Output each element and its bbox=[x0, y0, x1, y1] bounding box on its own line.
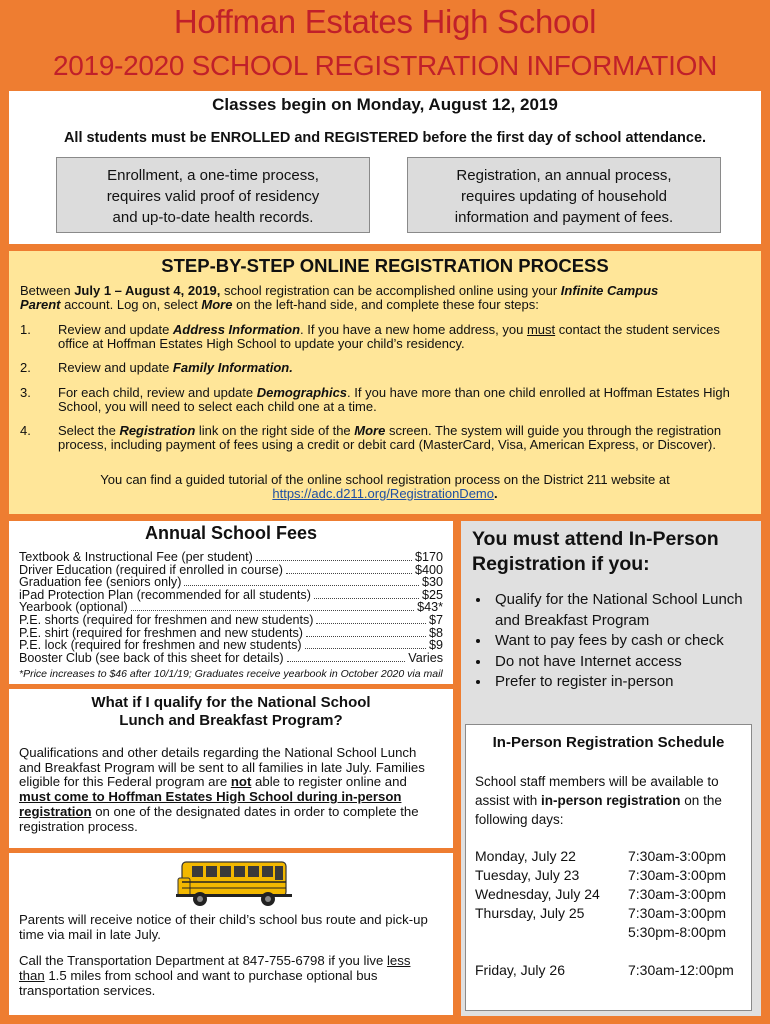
inperson-list bbox=[461, 590, 751, 693]
bus-notice-text: Parents will receive notice of their child’s school bus route and pick-up time via mail in late July. bbox=[19, 912, 428, 942]
fee-row bbox=[19, 639, 443, 652]
fee-row bbox=[19, 614, 443, 627]
school-title: Hoffman Estates High School bbox=[173, 3, 597, 40]
steps-heading: STEP-BY-STEP ONLINE REGISTRATION PROCESS bbox=[161, 255, 609, 276]
fee-label: iPad Protection Plan (recommended for all students) bbox=[19, 587, 311, 602]
bus-call-text: Call the Transportation Department at 847-755-6798 if you live less than 1.5 miles from school and want to purchase optional bus transportation services. bbox=[19, 953, 411, 998]
fee-amount: $43* bbox=[417, 600, 443, 615]
schedule-day bbox=[475, 942, 628, 961]
step-4: 4. Select the Registration link on the right side of the More screen. The system will guide you through the registration process, including payment of fees using a credit or debit card (MasterCard, Visa, American Express, or Discover). bbox=[20, 423, 722, 452]
schedule-title: In-Person Registration Schedule bbox=[492, 734, 725, 751]
schedule-row bbox=[475, 904, 734, 923]
schedule-row bbox=[475, 942, 734, 961]
fee-row bbox=[19, 652, 443, 665]
enrollment-box bbox=[56, 157, 370, 233]
schedule-time bbox=[628, 942, 734, 961]
inperson-title: You must attend In-Person Registration if you: bbox=[472, 528, 719, 575]
step-3: 3. For each child, review and update Demographics. If you have more than one child enrolled at Hoffman Estates High School, you will need to select each child one at a time. bbox=[20, 385, 730, 414]
schedule-intro: School staff members will be available to assist with in-person registration on the following days: bbox=[475, 774, 722, 827]
inperson-panel bbox=[461, 521, 761, 1016]
leader-dots bbox=[314, 597, 419, 599]
schedule-day: Friday, July 26 bbox=[475, 962, 565, 978]
fee-label: P.E. lock (required for freshmen and new students) bbox=[19, 638, 302, 653]
fee-amount: $30 bbox=[421, 575, 443, 590]
schedule-day: Wednesday, July 24 bbox=[475, 886, 600, 902]
list-item: • Do not have Internet access bbox=[491, 652, 751, 673]
schedule-row bbox=[475, 866, 734, 885]
schedule-row bbox=[475, 923, 734, 942]
steps-intro: Between July 1 – August 4, 2019, school registration can be accomplished online using your Infinite Campus Parent account. Log on, select More on the left-hand side, and complete these four steps: bbox=[20, 283, 659, 312]
schedule-row bbox=[475, 847, 734, 866]
schedule-row bbox=[475, 961, 734, 980]
enrollment-line: and up-to-date health records. bbox=[112, 209, 314, 226]
steps-panel bbox=[9, 251, 761, 514]
schedule-time: 7:30am-3:00pm bbox=[628, 848, 727, 864]
fee-amount: $170 bbox=[414, 550, 443, 564]
fee-label: Yearbook (optional) bbox=[19, 600, 128, 615]
registration-line: Registration, an annual process, bbox=[456, 167, 672, 184]
intro-panel bbox=[9, 91, 761, 244]
leader-dots bbox=[316, 622, 426, 624]
leader-dots bbox=[131, 609, 414, 611]
fee-amount: $7 bbox=[428, 612, 443, 627]
leader-dots bbox=[256, 559, 412, 561]
schedule-day: Tuesday, July 23 bbox=[475, 867, 580, 883]
classes-begin-text: Classes begin on Monday, August 12, 2019 bbox=[212, 95, 558, 114]
schedule-time: 7:30am-3:00pm bbox=[628, 886, 727, 902]
fee-label: P.E. shirt (required for freshmen and new students) bbox=[19, 625, 303, 640]
list-item: • Prefer to register in-person bbox=[491, 672, 751, 693]
lunch-panel bbox=[9, 689, 453, 848]
schedule-day: Monday, July 22 bbox=[475, 848, 576, 864]
fees-title: Annual School Fees bbox=[144, 523, 318, 543]
school-bus-icon bbox=[176, 856, 292, 908]
enrollment-line: Enrollment, a one-time process, bbox=[107, 167, 319, 184]
fee-label: P.E. shorts (required for freshmen and new students) bbox=[19, 612, 314, 627]
lunch-text: Qualifications and other details regarding the National School Lunch and Breakfast Program will be sent to all families in late July. Families eligible for this Federal program are not able to register online and must come to Hoffman Estates High School during in-person registration on one of the designated dates in order to complete the registration process. bbox=[19, 745, 425, 834]
fee-label: Driver Education (required if enrolled in course) bbox=[19, 562, 283, 577]
registration-box bbox=[407, 157, 721, 233]
schedule-box bbox=[465, 724, 752, 1011]
fee-row bbox=[19, 576, 443, 589]
schedule-time: 7:30am-12:00pm bbox=[628, 962, 734, 978]
registration-line: requires updating of household bbox=[461, 188, 667, 205]
schedule-day: Thursday, July 25 bbox=[475, 905, 585, 921]
registration-demo-link[interactable]: https://adc.d211.org/RegistrationDemo bbox=[272, 486, 494, 501]
step-number: 4. bbox=[20, 423, 31, 438]
fee-amount: Varies bbox=[408, 650, 443, 665]
schedule-time: 7:30am-3:00pm bbox=[628, 905, 727, 921]
leader-dots bbox=[286, 572, 412, 574]
bus-panel bbox=[9, 853, 453, 1015]
fees-footnote: *Price increases to $46 after 10/1/19; Graduates receive yearbook in October 2020 via mail bbox=[19, 668, 443, 680]
fees-panel bbox=[9, 521, 453, 684]
fee-amount: $400 bbox=[414, 562, 443, 577]
step-2: 2. Review and update Family Information. bbox=[20, 360, 293, 375]
list-item: • Want to pay fees by cash or check bbox=[491, 631, 751, 652]
step-number: 2. bbox=[20, 360, 31, 375]
fees-list bbox=[19, 551, 443, 664]
list-item: • Qualify for the National School Lunch and Breakfast Program bbox=[491, 590, 751, 631]
fee-row bbox=[19, 551, 443, 564]
schedule-time: 5:30pm-8:00pm bbox=[628, 924, 727, 940]
fee-amount: $8 bbox=[428, 625, 443, 640]
step-number: 1. bbox=[20, 322, 31, 337]
fee-amount: $9 bbox=[428, 638, 443, 653]
leader-dots bbox=[184, 584, 419, 586]
page-subtitle: 2019-2020 SCHOOL REGISTRATION INFORMATION bbox=[53, 50, 717, 81]
leader-dots bbox=[306, 635, 426, 637]
fee-label: Textbook & Instructional Fee (per student) bbox=[19, 550, 253, 564]
leader-dots bbox=[287, 660, 406, 662]
fee-label: Booster Club (see back of this sheet for details) bbox=[19, 650, 284, 665]
schedule-row bbox=[475, 885, 734, 904]
step-1: 1. Review and update Address Information. If you have a new home address, you must contact the student services office at Hoffman Estates High School to update your child’s residency. bbox=[20, 322, 720, 351]
schedule-time: 7:30am-3:00pm bbox=[628, 867, 727, 883]
schedule-day bbox=[475, 923, 628, 942]
registration-line: information and payment of fees. bbox=[454, 209, 674, 226]
step-number: 3. bbox=[20, 385, 31, 400]
schedule-table bbox=[475, 847, 734, 980]
fee-label: Graduation fee (seniors only) bbox=[19, 575, 182, 590]
leader-dots bbox=[305, 647, 426, 649]
enrollment-line: requires valid proof of residency bbox=[106, 188, 320, 205]
enroll-requirement-text: All students must be ENROLLED and REGISTERED before the first day of school attendance. bbox=[63, 130, 707, 146]
tutorial-text: You can find a guided tutorial of the online school registration process on the District 211 website at https://adc.d211.org/RegistrationDemo. bbox=[100, 472, 670, 501]
lunch-title: What if I qualify for the National School Lunch and Breakfast Program? bbox=[91, 694, 371, 729]
fee-amount: $25 bbox=[421, 587, 443, 602]
